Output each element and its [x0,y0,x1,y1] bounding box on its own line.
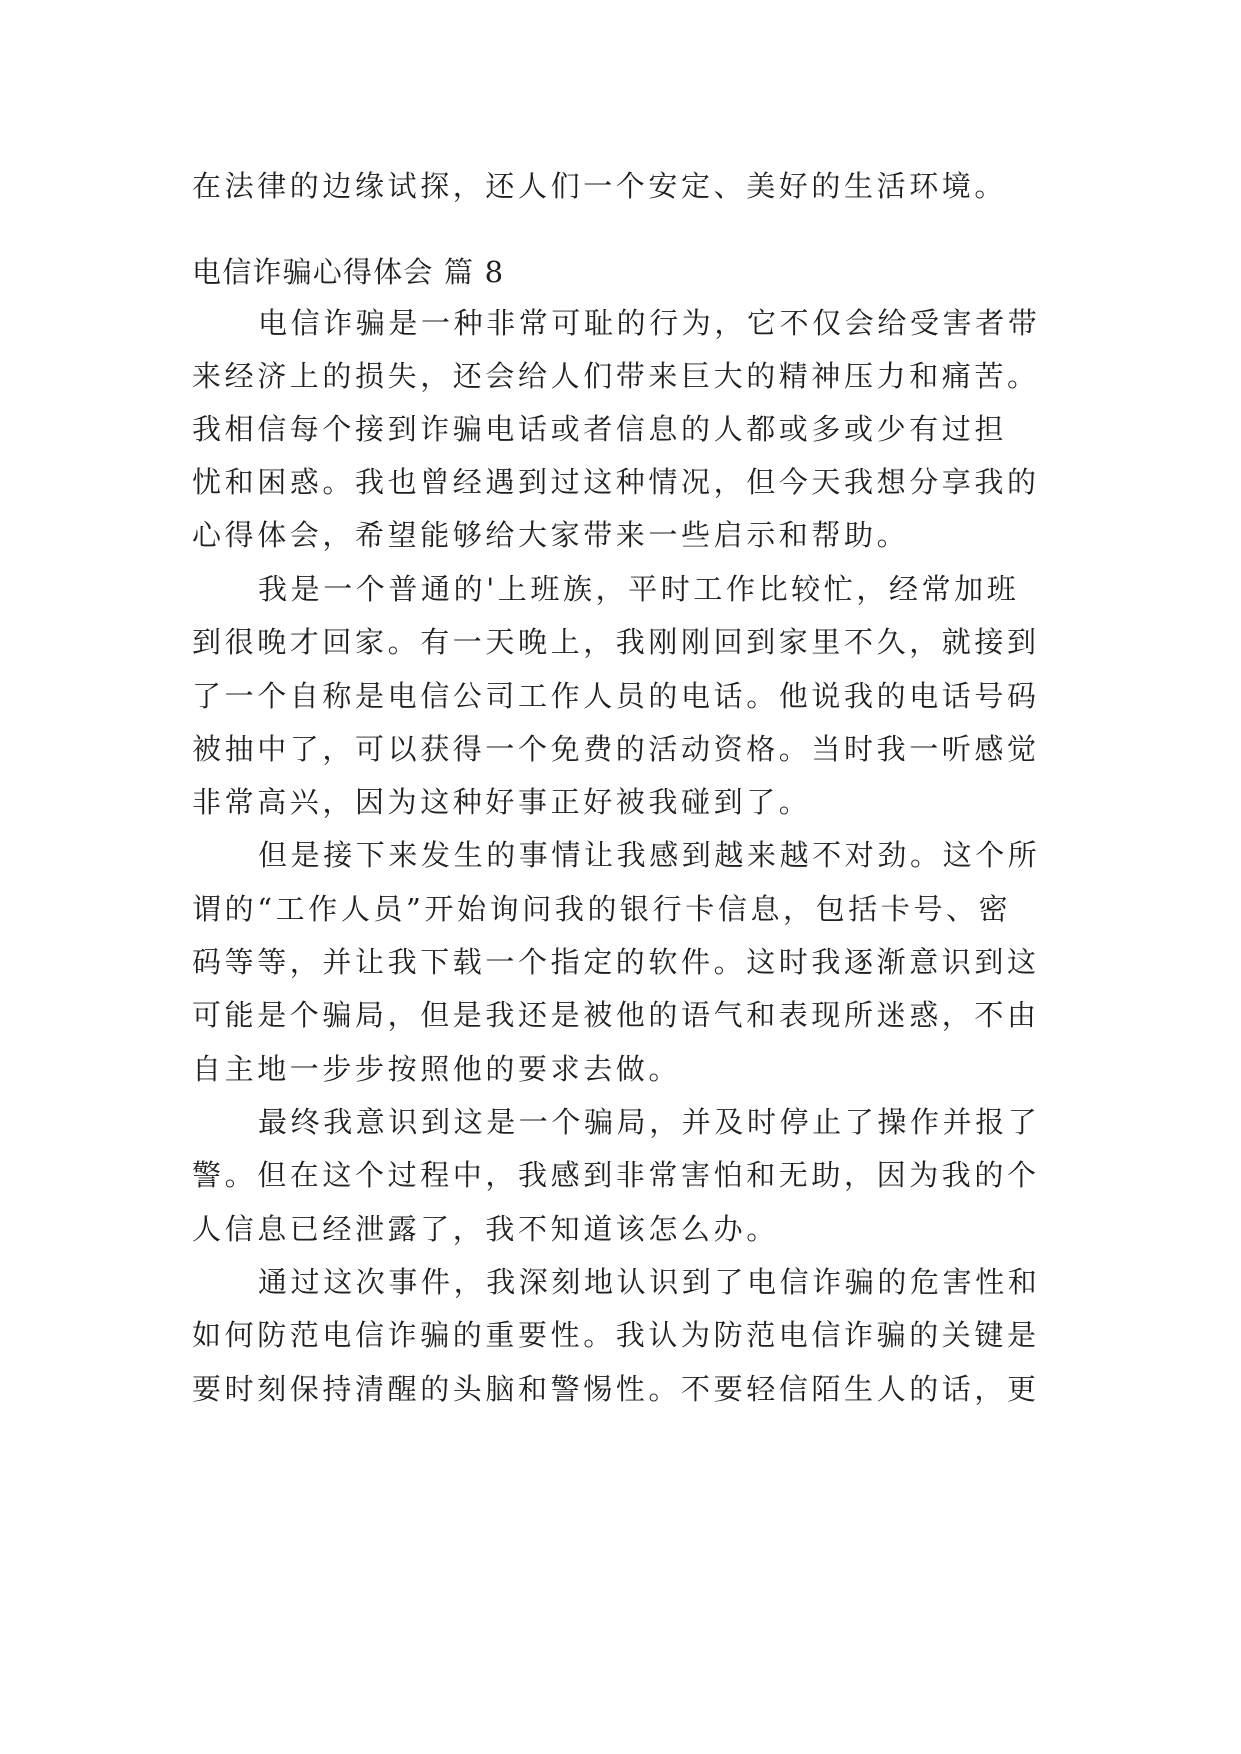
paragraph-line: 被抽中了，可以获得一个免费的活动资格。当时我一听感觉 [192,732,1040,766]
paragraph-line: 但是接下来发生的事情让我感到越来越不对劲。这个所 [258,838,1041,872]
paragraph-line: 通过这次事件，我深刻地认识到了电信诈骗的危害性和 [258,1265,1041,1299]
paragraph-line: 如何防范电信诈骗的重要性。我认为防范电信诈骗的关键是 [192,1318,1040,1352]
paragraph-line: 谓的“工作人员”开始询问我的银行卡信息，包括卡号、密 [192,892,1012,926]
section-title: 电信诈骗心得体会 篇 8 [192,255,505,289]
paragraph-line: 到很晚才回家。有一天晚上，我刚刚回到家里不久，就接到 [192,625,1040,659]
paragraph-line: 来经济上的损失，还会给人们带来巨大的精神压力和痛苦。 [192,359,1040,393]
paragraph-line: 忧和困惑。我也曾经遇到过这种情况，但今天我想分享我的 [192,465,1040,499]
paragraph-line: 心得体会，希望能够给大家带来一些启示和帮助。 [192,518,910,552]
paragraph-line: 警。但在这个过程中，我感到非常害怕和无助，因为我的个 [192,1158,1040,1192]
paragraph-line: 了一个自称是电信公司工作人员的电话。他说我的电话号码 [192,679,1040,713]
paragraph-line: 人信息已经泄露了，我不知道该怎么办。 [192,1212,779,1246]
paragraph-line: 最终我意识到这是一个骗局，并及时停止了操作并报了 [258,1105,1041,1139]
paragraph-line: 要时刻保持清醒的头脑和警惕性。不要轻信陌生人的话，更 [192,1372,1040,1406]
paragraph-line: 我是一个普通的'上班族，平时工作比较忙，经常加班 [258,572,1020,606]
paragraph-line: 码等等，并让我下载一个指定的软件。这时我逐渐意识到这 [192,945,1040,979]
paragraph-line: 自主地一步步按照他的要求去做。 [192,1052,682,1086]
paragraph-line: 我相信每个接到诈骗电话或者信息的人都或多或少有过担 [192,412,1008,446]
paragraph-line: 可能是个骗局，但是我还是被他的语气和表现所迷惑，不由 [192,998,1040,1032]
paragraph-line: 电信诈骗是一种非常可耻的行为，它不仅会给受害者带 [258,306,1041,340]
continuation-text: 在法律的边缘试探，还人们一个安定、美好的生活环境。 [192,169,1008,203]
paragraph-line: 非常高兴，因为这种好事正好被我碰到了。 [192,785,812,819]
